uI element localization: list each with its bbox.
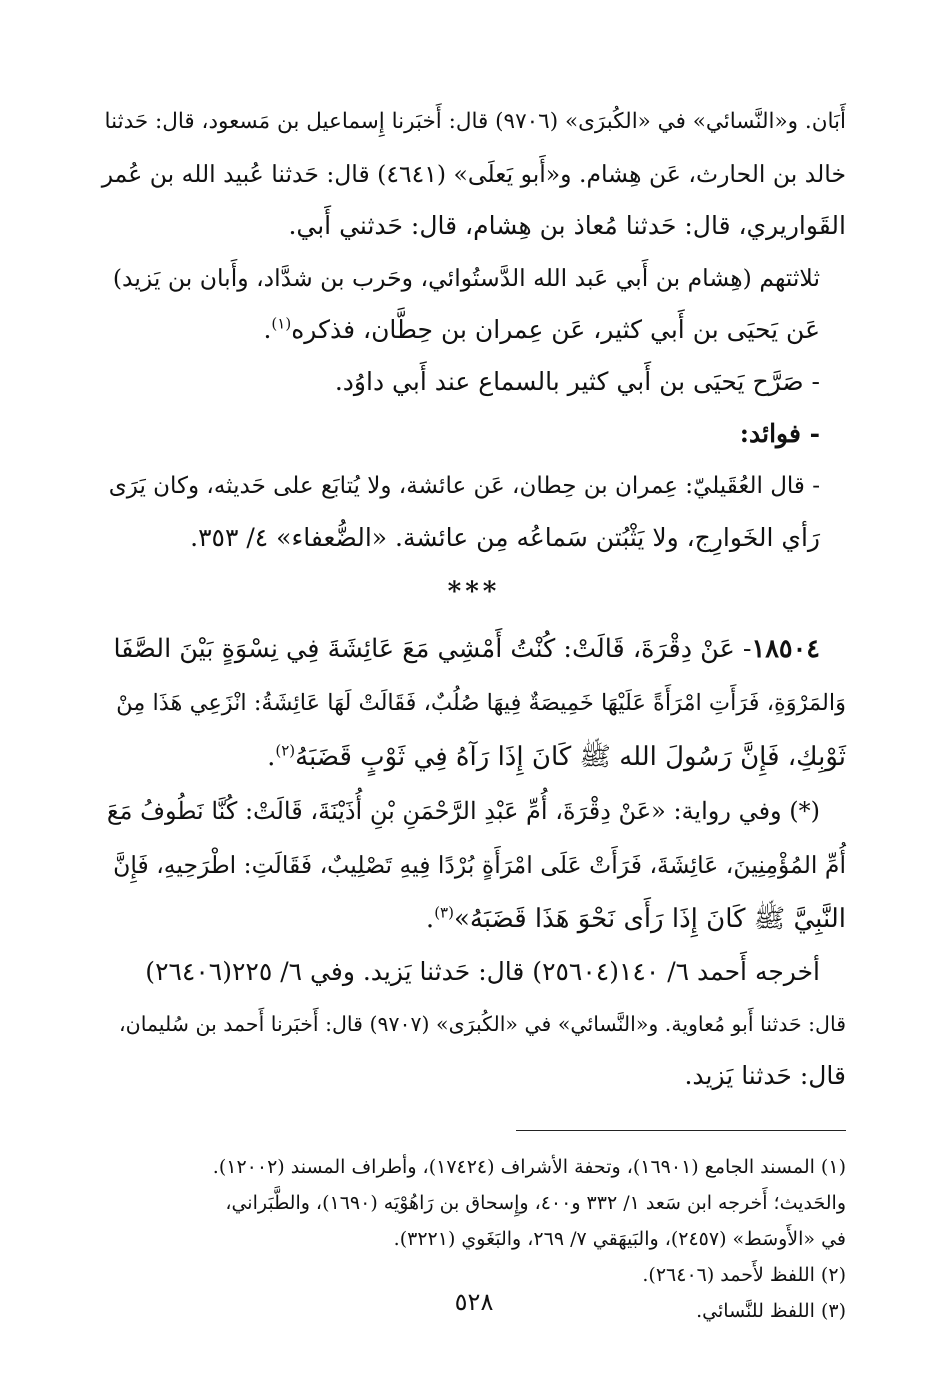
text-segment: - عَنْ دِقْرَةَ، قَالَتْ: كُنْتُ أَمْشِي مَعَ عَائِشَةَ فِي نِسْوَةٍ بَيْنَ الصَّفَا xyxy=(113,634,752,664)
footnote-ref: (٢) xyxy=(275,741,296,760)
text-segment: ثَوْبِكِ، فَإِنَّ رَسُولَ الله ﷺ كَانَ إِذَا رَآهُ فِي ثَوْبٍ قَضَبَهُ xyxy=(295,742,846,772)
text-line: أَبَان. و«النَّسائي» في «الكُبرَى» (٩٧٠٦) قال: أَخبَرنا إِسماعيل بن مَسعود، قال: حَدثنا xyxy=(104,109,846,134)
text-line: قال: حَدثنا أَبو مُعاوية. و«النَّسائي» في «الكُبرَى» (٩٧٠٧) قال: أَخبَرنا أَحمد بن سُليمان، xyxy=(119,1012,846,1036)
page-number: ٥٢٨ xyxy=(454,1288,494,1316)
text-segment: عَن يَحيَى بن أَبي كثير، عَن عِمران بن حِطَّان، فذكره xyxy=(291,315,820,344)
text-line: القَواريري، قال: حَدثنا مُعاذ بن هِشام، قال: حَدثني أَبي. xyxy=(288,211,846,240)
footnote-divider-wrap xyxy=(102,1130,846,1131)
hadith-number: ١٨٥٠٤ xyxy=(751,634,820,664)
footnote-1-continued: في «الأَوسَط» (٢٤٥٧)، والبَيهَقي ٧/ ٢٦٩، والبَغَوي (٣٢٢١). xyxy=(393,1228,846,1250)
text-line: أخرجه أَحمد ٦/ ١٤٠(٢٥٦٠٤) قال: حَدثنا يَزيد. وفي ٦/ ٢٢٥(٢٦٤٠٦) xyxy=(145,957,820,986)
text-line: - صَرَّح يَحيَى بن أَبي كثير بالسماع عند أَبي داوُد. xyxy=(334,367,820,396)
footnote-2: (٢) اللفظ لأَحمد (٢٦٤٠٦). xyxy=(642,1264,846,1286)
paragraph-takhrij xyxy=(102,946,846,1102)
text-line: رَأي الخَوارِج، ولا يَثْبُتن سَماعُه مِن عائشة. «الضُّعفاء» ٤/ ٣٥٣. xyxy=(190,523,820,552)
riwaya-text xyxy=(102,784,846,946)
text-line: خالد بن الحارث، عَن هِشام. و«أَبو يَعلَى» (٤٦٤١) قال: حَدثنا عُبيد الله بن عُمر xyxy=(101,160,846,188)
paragraph-sources-1 xyxy=(102,96,846,252)
text-line xyxy=(102,622,846,676)
text-line: - قال العُقَيليّ: عِمران بن حِطان، عَن عائشة، ولا يُتابَع على حَديثه، وكان يَرَى xyxy=(108,473,820,499)
footnote-1-continued: والحَديث؛ أَخرجه ابن سَعد ١/ ٣٣٢ و٤٠٠، وإِسحاق بن رَاهُوْيَه (١٦٩٠)، والطَّبَراني، xyxy=(225,1192,846,1214)
text-line: (*) وفي رواية: «عَنْ دِقْرَةَ، أُمِّ عَبْدِ الرَّحْمَنِ بْنِ أُذَيْنَةَ، قَالَتْ: كُنَّا نَطُوفُ مَعَ xyxy=(106,797,820,825)
text-line: ثلاثتهم (هِشام بن أَبي عَبد الله الدَّستُوائي، وحَرب بن شدَّاد، وأَبان بن يَزيد) xyxy=(112,264,820,292)
benefits-heading xyxy=(102,408,846,460)
footnote-ref: (١) xyxy=(271,314,292,333)
text-line: ثَوْبِكِ، فَإِنَّ رَسُولَ الله ﷺ كَانَ إِذَا رَآهُ فِي ثَوْبٍ قَضَبَهُ$^{(٢)}$. xyxy=(267,741,846,772)
footnote-divider xyxy=(516,1130,846,1131)
text-line: أُمِّ المُؤْمِنِينَ، عَائِشَةَ، فَرَأَتْ عَلَى امْرَأَةٍ بُرْدًا فِيهِ تَصْلِيبٌ، فَقَالَتِ: اطْرَحِيهِ، فَإِنَّ xyxy=(113,851,846,879)
text-line: قال: حَدثنا يَزيد. xyxy=(684,1061,846,1090)
text-segment: النَّبِيَّ ﷺ كَانَ إِذَا رَأَى نَحْوَ هَذَا قَضَبَهُ» xyxy=(453,904,846,934)
footnote-3: (٣) اللفظ للنَّسائي. xyxy=(696,1300,846,1322)
heading-text: - فوائد: xyxy=(739,419,820,448)
paragraph-uqayli xyxy=(102,460,846,564)
hadith-text xyxy=(102,622,846,784)
footnote-ref: (٣) xyxy=(434,903,454,922)
footnote-1: (١) المسند الجامع (١٦٩٠١)، وتحفة الأشراف (١٧٤٢٤)، وأطراف المسند (١٢٠٠٢). xyxy=(212,1156,846,1178)
section-separator: *** xyxy=(447,577,501,607)
paragraph-chain xyxy=(102,252,846,356)
text-line: وَالمَرْوَةِ، فَرَأَتِ امْرَأَةً عَلَيْهَا خَمِيصَةٌ فِيهَا صُلُبٌ، فَقَالَتْ لَهَا عَائِشَةُ: انْزَعِي هَذَا مِنْ xyxy=(116,690,846,716)
paragraph-note xyxy=(102,356,846,408)
text-line: عَن يَحيَى بن أَبي كثير، عَن عِمران بن حِطَّان، فذكره$^{(١)}$. xyxy=(263,314,820,344)
text-line: النَّبِيَّ ﷺ كَانَ إِذَا رَأَى نَحْوَ هَذَا قَضَبَهُ»$^{(٣)}$. xyxy=(425,903,846,934)
